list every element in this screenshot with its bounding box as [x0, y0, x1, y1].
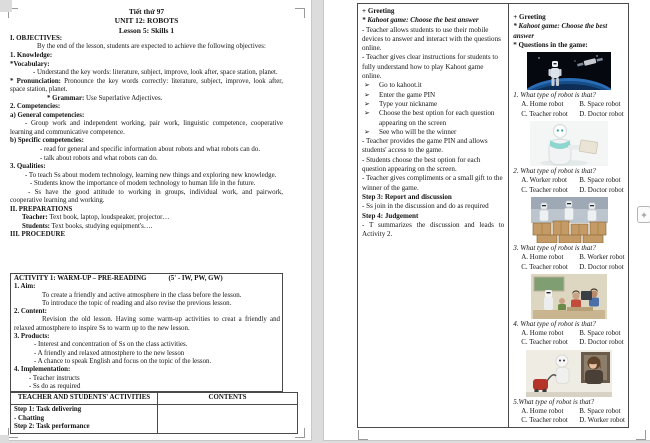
kahoot-question-1	[513, 52, 625, 119]
question-text: 1. What type of robot is that?	[513, 91, 596, 100]
answer-row	[513, 100, 625, 109]
doc-line: Teacher: Text book, laptop, loudspeaker, projector…	[22, 214, 170, 222]
doc-line: - talk about robots and what robots can do.	[40, 154, 158, 162]
margin-mark	[295, 8, 305, 18]
arrow-bullet-icon: ➢	[364, 81, 370, 90]
table-cell-contents-empty	[158, 405, 298, 434]
answer-option: D. Doctor robot	[579, 185, 624, 194]
answer-row	[513, 110, 625, 119]
answer-option: D. Doctor robot	[579, 262, 624, 271]
doc-line: III. PROCEDURE	[10, 231, 66, 239]
document-page-left	[0, 0, 312, 441]
margin-mark	[358, 430, 368, 440]
unit-title: UNIT 12: ROBOTS	[114, 16, 179, 26]
margin-mark	[295, 428, 305, 438]
teacher-activities-cell	[358, 4, 509, 427]
kahoot-question-2	[513, 121, 625, 195]
doc-line: - read for general and specific information about robots and what robots can do.	[40, 146, 261, 153]
arrow-bullet-icon: ➢	[364, 127, 370, 136]
doc-line: - Chatting	[14, 414, 45, 422]
doc-line: - Ss have the good attitude to working in groups, individual work, and pairwork, cooperative learning and working.	[10, 188, 283, 205]
answer-option: A. Worker robot	[521, 176, 567, 185]
question-text: 4. What type of robot is that?	[513, 319, 596, 328]
answer-row	[513, 253, 625, 262]
doc-line: Step 4: Judgement	[362, 211, 419, 220]
answer-row	[513, 416, 625, 425]
table-header-contents: CONTENTS	[158, 393, 298, 405]
answer-row	[513, 176, 625, 185]
doc-line: Students: Text books, studying equipment's….	[22, 222, 153, 230]
doc-line: + Greeting	[362, 7, 395, 15]
doc-line: - Students know the importance of modem technology to human life in the future.	[30, 180, 256, 188]
doc-line: 3. Qualities:	[10, 163, 46, 171]
arrow-bullet-icon: ➢	[364, 109, 370, 118]
doc-line: To create a friendly and active atmosphere in the class before the lesson.	[42, 291, 242, 299]
doc-line: - Teacher gives compliments or a small gift to the winner of the game.	[362, 174, 503, 192]
workspace-corner	[0, 0, 12, 12]
answer-option: D. Doctor robot	[579, 109, 624, 118]
answer-option: B. Worker robot	[579, 253, 625, 262]
answer-option: A. Home robot	[521, 253, 564, 262]
kahoot-question-4	[513, 274, 625, 348]
lesson-period-title: Tiết thứ 97	[128, 7, 165, 16]
doc-line: - A chance to speak English and focus on the topic of the lesson.	[34, 357, 212, 365]
answer-option: B. Space robot	[579, 100, 621, 109]
doc-line: - To teach Ss about modem technology, learning new things and exploring new knowledge.	[25, 171, 277, 179]
answer-row	[513, 329, 625, 338]
answer-option: C. Teacher robot	[521, 416, 568, 425]
activities-contents-table-continued	[357, 3, 629, 428]
question-3-image-worker-robots	[531, 197, 608, 243]
question-text: 5.What type of robot is that?	[513, 397, 595, 406]
answer-option: D. Worker robot	[579, 416, 625, 425]
doc-line: II. PREPARATIONS	[10, 205, 73, 213]
answer-row	[513, 407, 625, 416]
answer-option: B. Space robot	[579, 329, 621, 338]
answer-option: A. Home robot	[521, 329, 564, 338]
doc-line: - A friendly and relaxed atmostphere to the new lesson	[34, 349, 185, 357]
margin-mark	[636, 430, 646, 440]
doc-line: 4. Implementation:	[14, 366, 71, 374]
workspace-corner	[0, 435, 9, 443]
kahoot-question-5	[513, 350, 625, 426]
answer-option: C. Teacher robot	[521, 262, 568, 271]
doc-line: I. OBJECTIVES:	[10, 34, 63, 42]
question-1-image-space-robot	[527, 52, 611, 90]
answer-row	[513, 263, 625, 272]
arrow-bullet-icon: ➢	[364, 99, 370, 108]
activity-timing: (5' - IW, PW, GW)	[168, 275, 223, 282]
question-text: 2. What type of robot is that?	[513, 167, 596, 176]
answer-option: B. Space robot	[579, 176, 621, 185]
question-4-image-teacher-robot-classroom	[531, 274, 607, 319]
doc-line: - Teacher instructs	[29, 374, 80, 382]
doc-line: - Students choose the best option for each question appearing on the screen.	[362, 155, 481, 174]
arrow-bullet-icon: ➢	[364, 90, 370, 99]
answer-option: D. Doctor robot	[579, 338, 624, 347]
doc-line: Step 1: Task delivering	[14, 406, 82, 413]
doc-line: - Group work and independent working, pair work, linguistic competence, cooperative learning and communicative competence.	[10, 120, 283, 136]
plus-icon: +	[641, 209, 647, 220]
question-text: 3. What type of robot is that?	[513, 243, 596, 252]
bullet-item: ➢ Enter the game PIN	[364, 90, 436, 99]
doc-line: 2. Content:	[14, 308, 47, 316]
doc-line: - Ss do as required	[29, 382, 81, 390]
bullet-item: ➢ Go to kahoot.it	[364, 81, 422, 90]
bullet-item: ➢ See who will be the winner	[364, 127, 457, 136]
doc-line: * Pronunciation: Pronounce the key words correctly: literature, subject, improve, look after, space station, planet.	[10, 77, 284, 94]
doc-line: Revision the old lesson. Having some warm-up activities to creat a friendly and relaxed atmostphere to inspire Ss to warm up to the new lesson.	[14, 316, 280, 332]
table-cell-steps	[11, 405, 158, 434]
answer-option: B. Space robot	[579, 407, 621, 416]
contents-cell	[509, 4, 628, 427]
doc-line: To introduce the topic of reading and also revise the previous lesson.	[42, 299, 232, 307]
doc-line: - Teacher allows students to use their mobile devices to answer and interact with the questions online.	[362, 25, 501, 53]
answer-row	[513, 186, 625, 195]
doc-line: Step 3: Report and discussion	[362, 192, 452, 201]
doc-line: - Ss join in the discussion and do as required	[362, 202, 489, 211]
doc-line: - Interest and concentration of Ss on the class activities.	[34, 341, 188, 349]
insert-plus-button[interactable]	[637, 206, 650, 223]
doc-line: * Kahoot game: Choose the best answer	[362, 16, 479, 25]
lesson-title: Lesson 5: Skills 1	[118, 25, 175, 35]
answer-option: A. Home robot	[521, 407, 564, 416]
answer-option: C. Teacher robot	[521, 185, 568, 194]
doc-line: * Kahoot game: Choose the best answer	[513, 22, 608, 40]
doc-line: Step 2: Task performance	[14, 423, 90, 431]
doc-line: a) General competencies:	[10, 111, 85, 119]
doc-line: b) Specific competencies:	[10, 137, 84, 145]
doc-line: - Understand the key words: literature, subject, improve, look after, space station, planet.	[33, 69, 278, 77]
activity-heading: ACTIVITY 1: WARM-UP – PRE-READING (5' - IW, PW, GW)	[14, 275, 223, 282]
doc-line: By the end of the lesson, students are expected to achieve the following objectives:	[37, 43, 266, 51]
doc-line: - Teacher gives clear instructions for students to fully understand how to play Kahoot game online.	[362, 53, 498, 81]
doc-line: 2. Competencies:	[10, 103, 61, 111]
doc-line: + Greeting	[513, 13, 546, 21]
question-2-image-doctor-robot	[530, 121, 608, 166]
answer-row	[513, 338, 625, 347]
answer-option: C. Teacher robot	[521, 338, 568, 347]
answer-option: C. Teacher robot	[521, 109, 568, 118]
doc-line: * Grammar: Use Superlative Adjectives.	[47, 94, 163, 102]
document-page-right	[323, 0, 650, 441]
bullet-item: ➢ Type your nickname	[364, 99, 438, 108]
margin-mark	[8, 428, 18, 438]
doc-line: - Teacher provides the game PIN and allows students' access to the game.	[362, 137, 488, 155]
activity-1-box	[10, 273, 283, 392]
table-header-activities: TEACHER AND STUDENTS' ACTIVITIES	[11, 393, 158, 405]
doc-line: - T summarizes the discussion and leads to Activity 2.	[362, 220, 505, 239]
doc-line: 1. Knowledge:	[10, 51, 53, 59]
doc-line: 1. Aim:	[14, 283, 36, 291]
doc-line: * Questions in the game:	[513, 40, 588, 49]
left-page-body	[0, 0, 283, 240]
doc-line: *Vocabulary:	[10, 60, 50, 68]
doc-line: 3. Products:	[14, 333, 50, 341]
kahoot-question-3	[513, 197, 625, 272]
bullet-item: ➢ Choose the best option for each question appearing on the screen	[364, 109, 495, 127]
question-5-image-home-robot-vacuum	[526, 350, 612, 397]
activities-contents-table	[10, 392, 298, 434]
answer-option: A. Home robot	[521, 100, 564, 109]
